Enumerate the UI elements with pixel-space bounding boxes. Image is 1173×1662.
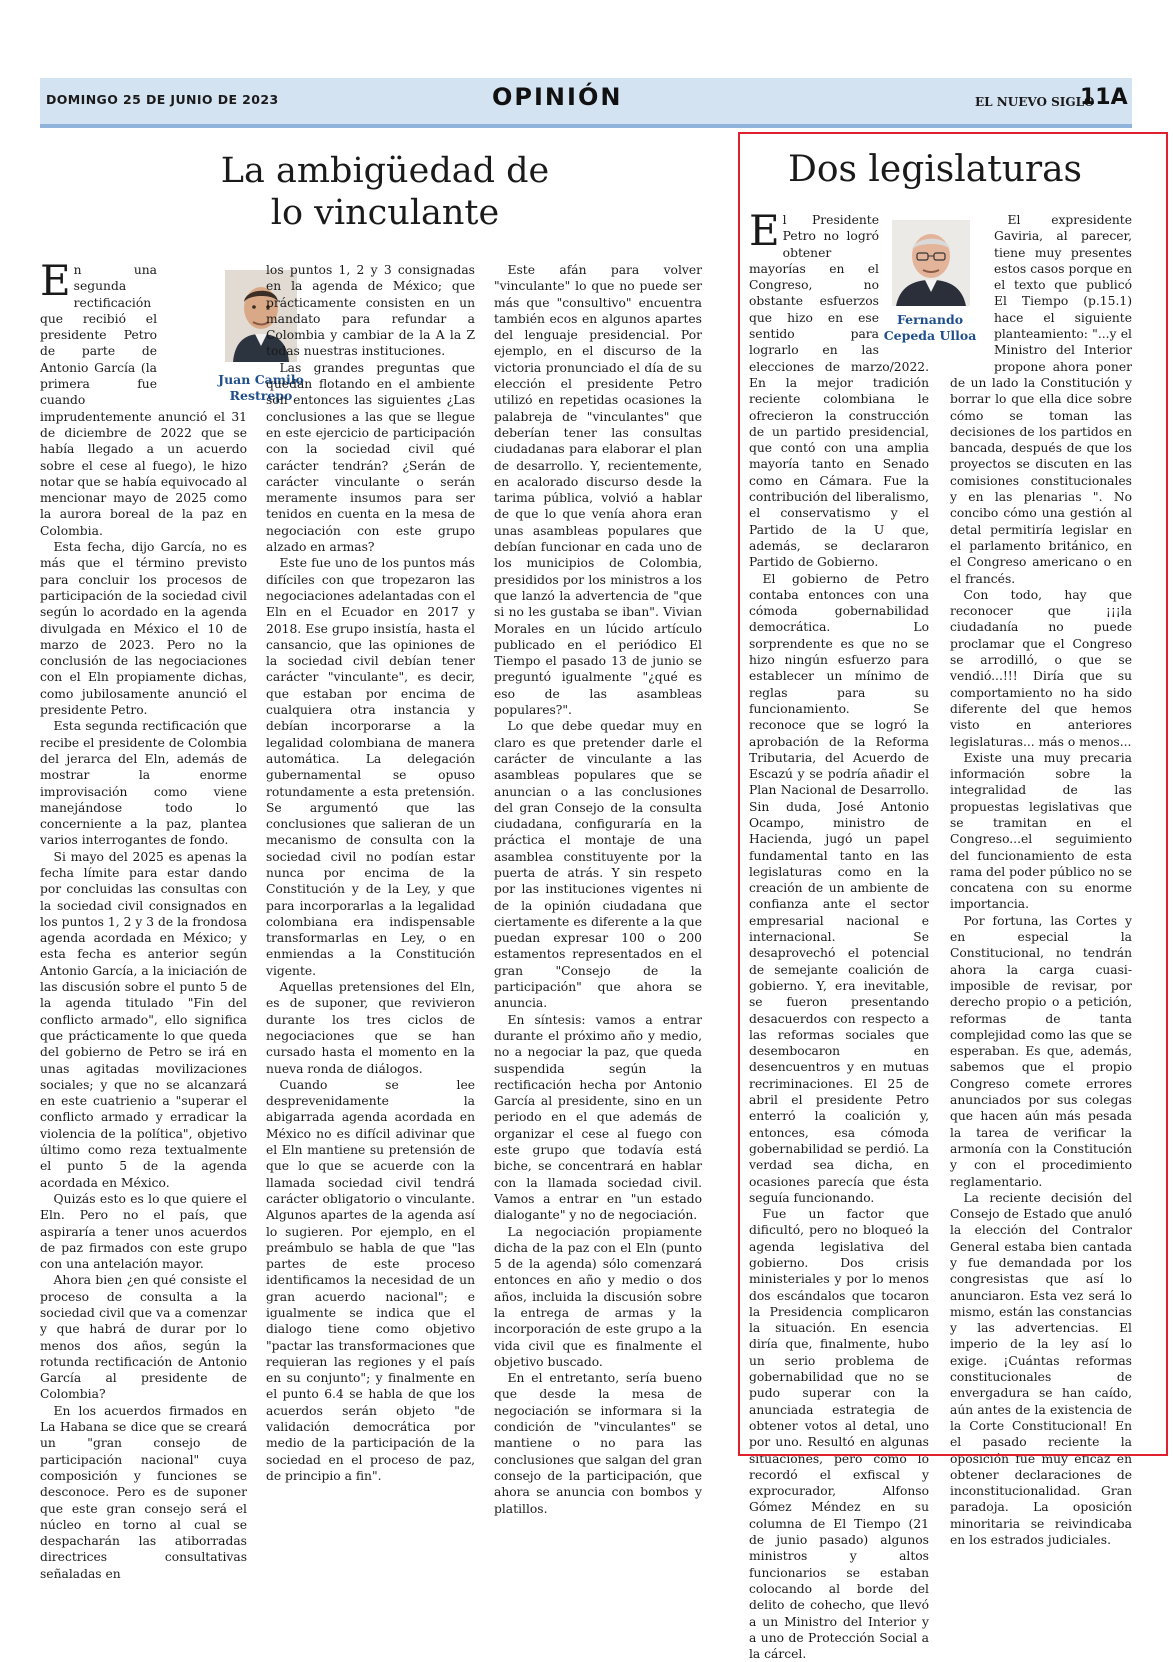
left-title-line-1: La ambigüedad de — [220, 151, 550, 191]
left-article-title — [160, 150, 610, 234]
paragraph: Este fue uno de los puntos más difíciles con que tropezaron las negociaciones adelantadas con el Eln en el Ecuador en 2017 y 2018. Ese grupo insistía, hasta el cansancio, que las opiniones de la sociedad civil debían tener carácter "vinculante", es decir, que estaban por encima de cualquiera otra instancia y debían incorporarse a la legalidad colombiana de manera automática. La delegación gubernamental se opuso rotundamente a esta pretensión. Se argumentó que las conclusiones que salieran de un mecanismo de consulta con la sociedad civil no podían estar nunca por encima de la Constitución y de la Ley, y que para incorporarlas a la legalidad colombiana era indispensable transformarlas en Ley, o en enmiendas a la Constitución vigente. — [266, 556, 475, 978]
right-article-column-2 — [950, 212, 1132, 1548]
paragraph: los puntos 1, 2 y 3 consignadas en la agenda de México; que prácticamente consisten en un mandato para refundar a Colombia y cambiar de la A la Z todas nuestras instituciones. — [266, 263, 475, 359]
right-article-column-1 — [749, 206, 929, 1662]
paragraph: En el entretanto, sería bueno que desde la mesa de negociación se informara si la condición de "vinculantes" se mantiene o no para las conclusiones que salgan del gran consejo de la participación, que ahora se anuncia con bombos y platillos. — [494, 1371, 702, 1516]
paragraph: Existe una muy precaria información sobre la integralidad de las propuestas legislativas que se tramitan en el Congreso...el seguimiento del funcionamiento de esta rama del poder público no se concatena con su enorme importancia. — [950, 750, 1132, 912]
photo-wrap-space — [879, 212, 929, 352]
author-first-name: Juan Camilo — [218, 372, 304, 387]
drop-cap: E — [40, 256, 71, 305]
paragraph: Esta segunda rectificación que recibe el presidente de Colombia del jerarca del Eln, además de mostrar la enorme improvisación como viene manejándose todo lo concerniente a la paz, plantea varios interrogantes de fondo. — [40, 719, 247, 848]
paragraph: Por fortuna, las Cortes y en especial la Constitucional, no tendrán ahora la carga cuasi-imposible de revisar, por derecho propio o a petición, reformas de tanta complejidad como las que se esperaban. Es que, además, sabemos que el propio Congreso comete errores anunciados por sus colegas que hacen aún más pesada la tarea de verificar la armonía con la Constitución y con el procedimiento reglamentario. — [950, 913, 1132, 1189]
author-last-name: Cepeda Ulloa — [883, 328, 977, 343]
paragraph: Fue un factor que dificultó, pero no bloqueó la agenda legislativa del gobierno. Dos crisis ministeriales y por lo menos dos escándalos que tocaron la Presidencia complicaron la situación. En esencia diría que, finalmente, hubo un serio problema de gobernabilidad que no se pudo superar con la anunciada estrategia de obtener votos al detal, uno por uno. Resultó en algunas situaciones, pero como lo recordó el exfiscal y exprocurador, Alfonso Gómez Méndez en su columna de El Tiempo (21 de junio pasado) algunos ministros y altos funcionarios se estaban colocando al borde del delito de cohecho, que llevó a un Ministro del Interior y a uno de Protección Social a la cárcel. — [749, 1207, 929, 1662]
section-title: OPINIÓN — [492, 83, 623, 111]
left-article-column-1 — [40, 256, 247, 1581]
paragraph: Con todo, hay que reconocer que ¡¡¡la ciudadanía no puede proclamar que el Congreso se arrodilló, o que se vendió...!!! Diría que su comportamiento no ha sido diferente del que hemos visto en anteriores legislaturas... más o menos... — [950, 587, 1132, 749]
paragraph: El Presidente Petro no logró obtener mayorías en el Congreso, no obstante esfuerzos que hizo en ese sentido para lograrlo en las elecciones de marzo/2022. En la mejor tradición reciente colombiana le ofrecieron la construcción de un partido presidencial, que contó con una amplia mayoría tanto en Senado como en Cámara. Fue la contribución del liberalismo, el conservatismo y el Partido de la U que, además, se declararon Partido de Gobierno. — [749, 206, 929, 570]
paragraph: Lo que debe quedar muy en claro es que pretender darle el carácter de vinculante a las asambleas populares que se anuncian o a las conclusiones del gran Consejo de la consulta ciudadana, configuraría en la práctica el montaje de una asamblea constituyente por la puerta de atrás. Y sin respeto por las instituciones vigentes ni de la opinión ciudadana que ciertamente es diferente a la que puedan expresar 100 o 200 estamentos representados en el gran "Consejo de la participación" que ahora se anuncia. — [494, 719, 702, 1011]
header-date: DOMINGO 25 DE JUNIO DE 2023 — [46, 92, 279, 107]
paragraph: La reciente decisión del Consejo de Estado que anuló la elección del Contralor General estaba bien cantada y fue demandada por los congresistas que así lo anunciaron. Esta vez será lo mismo, están las constancias y las advertencias. El imperio de la ley así lo exige. ¡Cuántas reformas constitucionales de envergadura se han caído, aún antes de la existencia de la Corte Constitucional! En el pasado reciente la oposición fue muy eficaz en obtener declaraciones de inconstitucionalidad. Gran paradoja. La oposición minoritaria se reivindicaba en los estrados judiciales. — [950, 1190, 1132, 1548]
left-article-column-3 — [494, 262, 702, 1516]
author-last-name: Restrepo — [229, 388, 293, 403]
paragraph: El expresidente Gaviria, al parecer, tiene muy presentes estos casos porque en el texto que publicó El Tiempo (p.15.1) hace el siguiente planteamiento: "...y el Ministro del Interior propone ahora poner de un lado la Constitución y borrar lo que ella dice sobre cómo se toman las decisiones de los partidos en bancada, después de que los proyectos se discuten en las comisiones constitucionales y en las plenarias ". No concibo cómo una gestión al detal permitiría legislar en el parlamento británico, en el Congreso americano o en el francés. — [950, 213, 1132, 586]
paragraph: Si mayo del 2025 es apenas la fecha límite para estar dando por concluidas las consultas con la sociedad civil consignados en los puntos 1, 2 y 3 de la frondosa agenda acordada en México; y esta fecha es anterior según Antonio García, a la iniciación de las discusión sobre el punto 5 de la agenda titulado "Fin del conflicto armado", ello significa que prácticamente lo que queda del gobierno de Petro se irá en unas agitadas movilizaciones sociales; y que no se alcanzará en este cuatrienio a "superar el conflicto armado y erradicar la violencia de la política", objetivo último como reza textualmente el punto 5 de la agenda acordada en México. — [40, 849, 247, 1190]
newspaper-brand: EL NUEVO SIGLO — [975, 95, 1095, 109]
paragraph: En síntesis: vamos a entrar durante el próximo año y medio, no a negociar la paz, que queda suspendida según la rectificación hecha por Antonio García al presidente, sino en un periodo en el que además de organizar el cese al fuego con este grupo que todavía está biche, se concentrará en hablar con la llamada sociedad civil. Vamos a entrar en "un estado dialogante" y no de negociación. — [494, 1012, 702, 1223]
right-article-title: Dos legislaturas — [787, 149, 1083, 190]
left-article-column-2 — [266, 262, 475, 1483]
paragraph: La negociación propiamente dicha de la paz con el Eln (punto 5 de la agenda) sólo comenzará entonces en año y medio o dos años, incluida la discusión sobre la entrega de armas y la incorporación de este grupo a la vida civil que es finalmente el objetivo buscado. — [494, 1224, 702, 1369]
page-number: 11A — [1080, 85, 1128, 110]
author-first-name: Fernando — [896, 312, 964, 327]
paragraph: En una segunda rectificación que recibió el presidente Petro de parte de Antonio García (la primera fue cuando imprudentemente anunció el 31 de diciembre de 2022 que se había llegado a un acuerdo sobre el cese al fuego), le hizo notar que se había equivocado al mencionar mayo de 2025 como la aurora boreal de la paz en Colombia. — [40, 256, 247, 538]
paragraph: Este afán para volver "vinculante" lo que no puede ser más que "consultivo" encuentra también ecos en algunos apartes del lenguaje presidencial. Por ejemplo, en el discurso de la victoria pronunciado el día de su elección el presidente Petro utilizó en repetidas ocasiones la palabreja de "vinculantes" que deberían tener las consultas ciudadanas para elaborar el plan de desarrollo. Y, recientemente, en acalorado discurso desde la tarima pública, volvió a hablar de que lo que venía ahora eran unas asambleas populares que debían funcionar en cada uno de los municipios de Colombia, presididos por los ministros a los que lanzó la advertencia de "que si no les gustaba se iban". Vivian Morales en un lúcido artículo publicado en el periódico El Tiempo el pasado 13 de junio se preguntó igualmente "¿qué es eso de las asambleas populares?". — [494, 263, 702, 718]
paragraph: Las grandes preguntas que quedan flotando en el ambiente son entonces las siguientes ¿Las conclusiones a las que se llegue en este ejercicio de participación con la sociedad civil qué carácter tendrán? ¿Serán de carácter vinculante o serán meramente insumos para ser tenidos en cuenta en la mesa de negociación con este grupo alzado en armas? — [266, 360, 475, 555]
paragraph: Cuando se lee desprevenidamente la abigarrada agenda acordada en México no es difícil adivinar que el Eln mantiene su pretensión de que lo que se acuerde con la llamada sociedad civil tendrá carácter obligatorio o vinculante. Algunos apartes de la agenda así lo sugieren. Por ejemplo, en el preámbulo se habla de que "las partes de este proceso identificamos la necesidad de un gran acuerdo nacional"; e igualmente se indica que el dialogo tiene como objetivo "pactar las transformaciones que requieran las regiones y el país en su conjunto"; y finalmente en el punto 6.4 se habla de que los acuerdos serán objeto "de validación democrática por medio de la participación de la sociedad en el proceso de paz, de principio a fin". — [266, 1077, 475, 1483]
left-title-line-2: lo vinculante — [270, 193, 500, 233]
paragraph: En los acuerdos firmados en La Habana se dice que se creará un "gran consejo de participación nacional" cuya composición y funciones se desconoce. Pero es de suponer que este gran consejo será el núcleo en torno al cual se despacharán las atiborradas directrices consultativas señaladas en — [40, 1403, 247, 1581]
photo-wrap-space — [157, 262, 247, 404]
paragraph: Quizás esto es lo que quiere el Eln. Pero no el país, que aspiraría a tener unos acuerdos de paz firmados con este grupo con una antelación mayor. — [40, 1191, 247, 1272]
paragraph: El gobierno de Petro contaba entonces con una cómoda gobernabilidad democrática. Lo sorprendente es que no se hizo ningún esfuerzo para establecer un mínimo de reglas para su funcionamiento. Se reconoce que se logró la aprobación de la Reforma Tributaria, del Acuerdo de Escazú y se podría añadir el Plan Nacional de Desarrollo. Sin duda, José Antonio Ocampo, ministro de Hacienda, jugó un papel fundamental tanto en las legislaturas como en la creación de un ambiente de confianza ante el sector empresarial nacional e internacional. Se desaprovechó el potencial de semejante coalición de gobierno. Y, era inevitable, se fueron presentando desacuerdos con respecto a las reformas sociales que desembocaron en desencuentros y en mutuas recriminaciones. El 25 de abril el presidente Petro enterró la coalición y, entonces, esa cómoda gobernabilidad se perdió. La verdad sea dicha, en ocasiones parecía que ésta seguía funcionando. — [749, 571, 929, 1205]
paragraph: Aquellas pretensiones del Eln, es de suponer, que revivieron durante los tres ciclos de negociaciones que se han cursado hasta el momento en la nueva ronda de diálogos. — [266, 980, 475, 1076]
page-header — [40, 78, 1132, 132]
photo-wrap-space — [950, 212, 994, 360]
paragraph: Ahora bien ¿en qué consiste el proceso de consulta a la sociedad civil que va a comenzar y que habrá de durar por lo menos dos años, según la rotunda rectificación de Antonio García al presidente de Colombia? — [40, 1273, 247, 1402]
paragraph: Esta fecha, dijo García, no es más que el término previsto para concluir los procesos de participación de la sociedad civil según lo acordado en la agenda divulgada en México el 10 de marzo de 2023. Pero no la conclusión de las negociaciones con el Eln propiamente dichas, como jubilosamente anunció el presidente Petro. — [40, 540, 247, 718]
header-rule — [40, 124, 1132, 128]
drop-cap: E — [749, 206, 780, 255]
